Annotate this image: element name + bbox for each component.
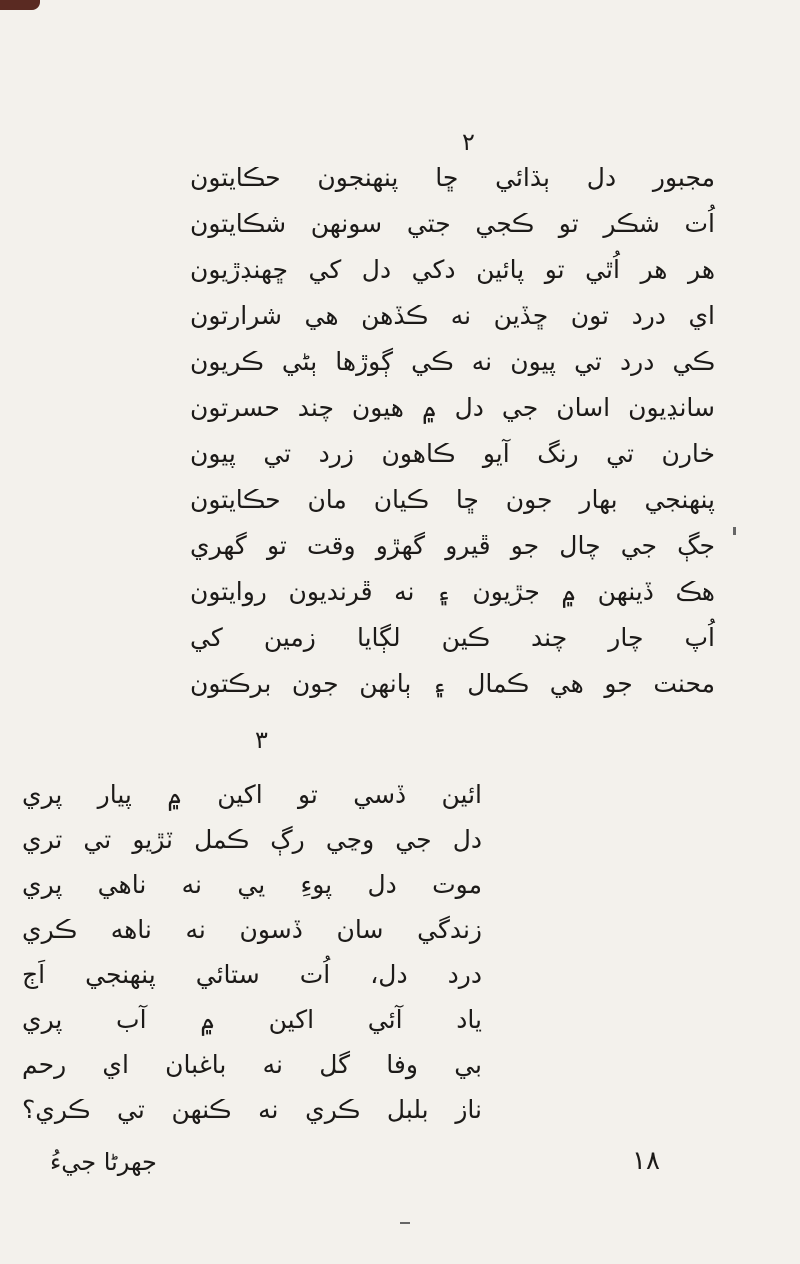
verse-line: سانڍيون اسان جي دل ۾ هيون چند حسرتون xyxy=(190,393,715,422)
poem-1 xyxy=(190,155,715,707)
verse-line: پنهنجي بهار جون ڇا ڪيان مان حڪايتون xyxy=(190,485,715,514)
verse-line: ائين ڏسي تو اکين ۾ پيار پري xyxy=(22,780,482,809)
verse-line: اُپ چار چند ڪين لڳايا زمين کي xyxy=(190,623,715,652)
section-number: ٣ xyxy=(255,726,268,754)
running-title: جهرڻا جيءُ xyxy=(50,1148,157,1176)
verse-line: هڪ ڏينهن ۾ جڙيون ۽ نه ڦرنديون روايتون xyxy=(190,577,715,606)
section-number: ٢ xyxy=(462,128,475,156)
verse-line: جڳ جي چال جو ڦيرو گهڙو وقت تو گهري xyxy=(190,531,715,560)
page-number: ١٨ xyxy=(632,1146,660,1176)
verse-line: ڪي درد تي پيون نه ڪي ڳوڙها ٻڻي ڪريون xyxy=(190,347,715,376)
verse-line: زندگي سان ڏسون نه ناهه ڪري xyxy=(22,915,482,944)
verse-line: ناز بلبل ڪري نه ڪنهن تي ڪري؟ xyxy=(22,1095,482,1124)
print-speck xyxy=(400,1222,410,1224)
verse-line: اي درد تون ڇڏين نه ڪڏهن هي شرارتون xyxy=(190,301,715,330)
poem-2 xyxy=(22,772,482,1132)
page-edge-mark xyxy=(0,0,40,10)
verse-line: دل جي وڃي رڳ ڪمل ٽڙيو تي تري xyxy=(22,825,482,854)
verse-line: محنت جو هي ڪمال ۽ ٻانهن جون برڪتون xyxy=(190,669,715,698)
verse-line: مجبور دل ٻڌائي ڇا پنهنجون حڪايتون xyxy=(190,163,715,192)
verse-line: اُت شڪر تو ڪجي جتي سونهن شڪايتون xyxy=(190,209,715,238)
verse-line: ياد آئي اکين ۾ آب پري xyxy=(22,1005,482,1034)
print-speck xyxy=(733,527,736,535)
verse-line: درد دل، اُت ستائي پنهنجي اَڄ xyxy=(22,960,482,989)
verse-line: هر هر اُٿي تو پائين دکي دل کي ڇهنڊڙيون xyxy=(190,255,715,284)
verse-line: خارن تي رنگ آيو ڪاهون زرد تي پيون xyxy=(190,439,715,468)
verse-line: بي وفا گل نه باغبان اي رحم xyxy=(22,1050,482,1079)
verse-line: موت دل پوءِ يي نه ناهي پري xyxy=(22,870,482,899)
